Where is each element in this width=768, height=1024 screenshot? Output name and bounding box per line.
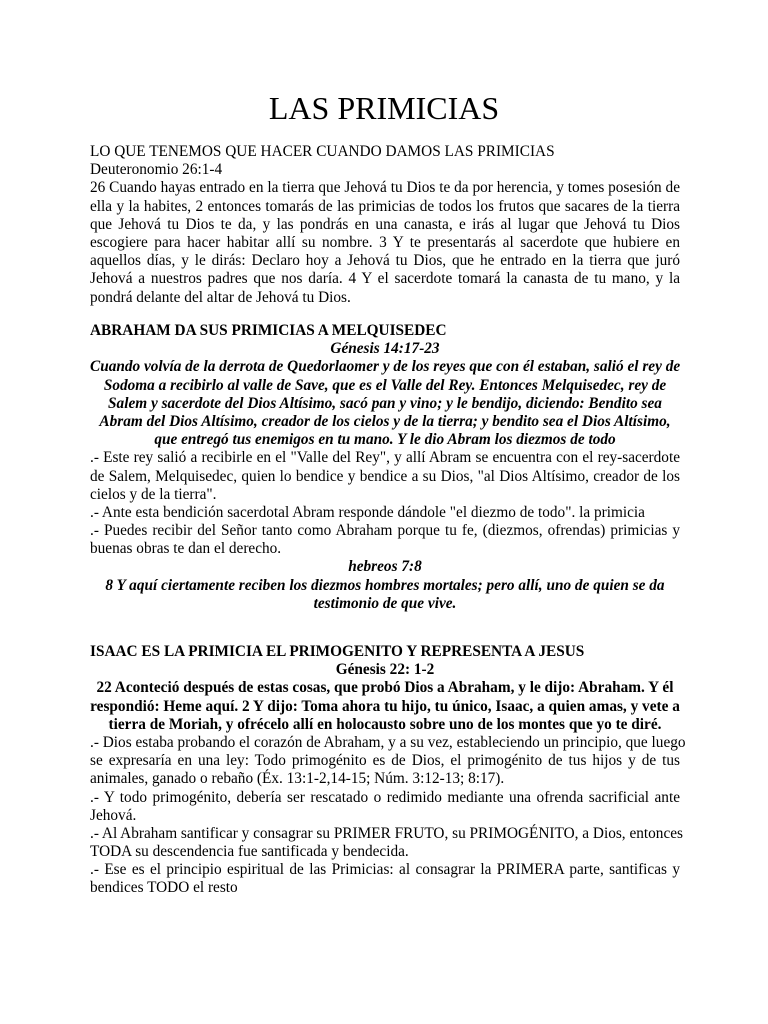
isaac-verse-line: respondió: Heme aquí. 2 Y dijo: Toma ahora tu hijo, tu único, Isaac, a quien amas, y vete a [90, 697, 680, 715]
hebrews-reference: hebreos 7:8 [348, 558, 422, 576]
isaac-comment-line: Jehová. [90, 806, 137, 824]
abraham-verse-line: que entregó tus enemigos en tu mano. Y le dio Abram los diezmos de todo [154, 431, 616, 449]
intro-paragraph-line: escogiere para hacer habitar allí su nombre. 3 Y te presentarás al sacerdote que hubiere en [90, 233, 680, 251]
abraham-verse-line: Cuando volvía de la derrota de Quedorlaomer y de los reyes que con él estaban, salió el rey de [90, 358, 681, 376]
intro-heading: LO QUE TENEMOS QUE HACER CUANDO DAMOS LAS PRIMICIAS [90, 143, 555, 160]
abraham-comment-line: de Salem, Melquisedec, quien lo bendice y bendice a su Dios, "al Dios Altísimo, creador de los [90, 467, 680, 485]
isaac-reference: Génesis 22: 1-2 [335, 661, 435, 679]
abraham-verse-line: Abram del Dios Altísimo, creador de los cielos y de la tierra; y bendito sea el Dios Altísimo, [99, 412, 671, 430]
isaac-comment-line: se expresaría en una ley: Todo primogénito es de Dios, el primogénito de tus hijos y de tus [90, 752, 680, 770]
hebrews-verse-line: testimonio de que vive. [313, 594, 457, 612]
abraham-verse-line: Salem y sacerdote del Dios Altísimo, sacó pan y vino; y le bendijo, diciendo: Bendito sea [108, 394, 662, 412]
abraham-comment-line: cielos y de la tierra". [90, 485, 217, 503]
abraham-verse-line: Sodoma a recibirlo al valle de Save, que es el Valle del Rey. Entonces Melquisedec, rey de [103, 376, 667, 394]
abraham-heading: ABRAHAM DA SUS PRIMICIAS A MELQUISEDEC [90, 322, 447, 339]
intro-paragraph-line: pondrá delante del altar de Jehová tu Dios. [90, 288, 351, 306]
isaac-comment-line: bendices TODO el resto [90, 879, 238, 897]
isaac-verse-line: tierra de Moriah, y ofrécelo allí en holocausto sobre uno de los montes que yo te diré. [108, 715, 662, 733]
hebrews-verse-line: 8 Y aquí ciertamente reciben los diezmos hombres mortales; pero allí, uno de quien se da [105, 576, 665, 594]
abraham-comment-line: buenas obras te dan el derecho. [90, 540, 282, 558]
intro-paragraph-line: que Jehová tu Dios te da, y las pondrás en una canasta, e irás al lugar que Jehová tu Dios [90, 215, 680, 233]
intro-paragraph-line: Jehová a nuestros padres que nos daría. 4 Y el sacerdote tomará la canasta de tu mano, y la [90, 270, 680, 288]
isaac-comment-line: animales, ganado o rebaño (Éx. 13:1-2,14-15; Núm. 3:12-13; 8:17). [90, 770, 505, 788]
intro-paragraph-line: 26 Cuando hayas entrado en la tierra que Jehová tu Dios te da por herencia, y tomes posesión de [90, 179, 680, 197]
isaac-comment-line: .- Ese es el principio espiritual de las Primicias: al consagrar la PRIMERA parte, santificas y [90, 861, 680, 879]
abraham-comment-line: .- Este rey salió a recibirle en el "Valle del Rey", y allí Abram se encuentra con el rey-sacerdote [90, 449, 680, 467]
intro-paragraph-line: aquellos días, y le dirás: Declaro hoy a Jehová tu Dios, que he entrado en la tierra que juró [90, 252, 680, 270]
isaac-section [90, 643, 686, 898]
intro-paragraph-line: ella y la habites, 2 entonces tomarás de las primicias de todos los frutos que sacares de la tierra [90, 197, 680, 215]
abraham-comment-line: .- Ante esta bendición sacerdotal Abram responde dándole "el diezmo de todo". la primicia [90, 503, 645, 521]
abraham-comment-line: .- Puedes recibir del Señor tanto como Abraham porque tu fe, (diezmos, ofrendas) primicias y [90, 522, 680, 540]
intro-section [90, 143, 680, 307]
isaac-heading: ISAAC ES LA PRIMICIA EL PRIMOGENITO Y REPRESENTA A JESUS [90, 643, 585, 660]
isaac-comment-line: .- Al Abraham santificar y consagrar su PRIMER FRUTO, su PRIMOGÉNITO, a Dios, entonces [90, 824, 683, 842]
isaac-comment-line: .- Dios estaba probando el corazón de Abraham, y a su vez, estableciendo un principio, que luego [90, 733, 686, 751]
document-title: LAS PRIMICIAS [268, 90, 500, 126]
intro-reference: Deuteronomio 26:1-4 [90, 161, 223, 179]
isaac-comment-line: TODA su descendencia fue santificada y bendecida. [90, 843, 409, 861]
abraham-section [90, 322, 680, 613]
abraham-reference: Génesis 14:17-23 [330, 340, 440, 358]
isaac-comment-line: .- Y todo primogénito, debería ser rescatado o redimido mediante una ofrenda sacrificial ante [90, 788, 680, 806]
isaac-verse-line: 22 Aconteció después de estas cosas, que probó Dios a Abraham, y le dijo: Abraham. Y él [96, 679, 674, 697]
